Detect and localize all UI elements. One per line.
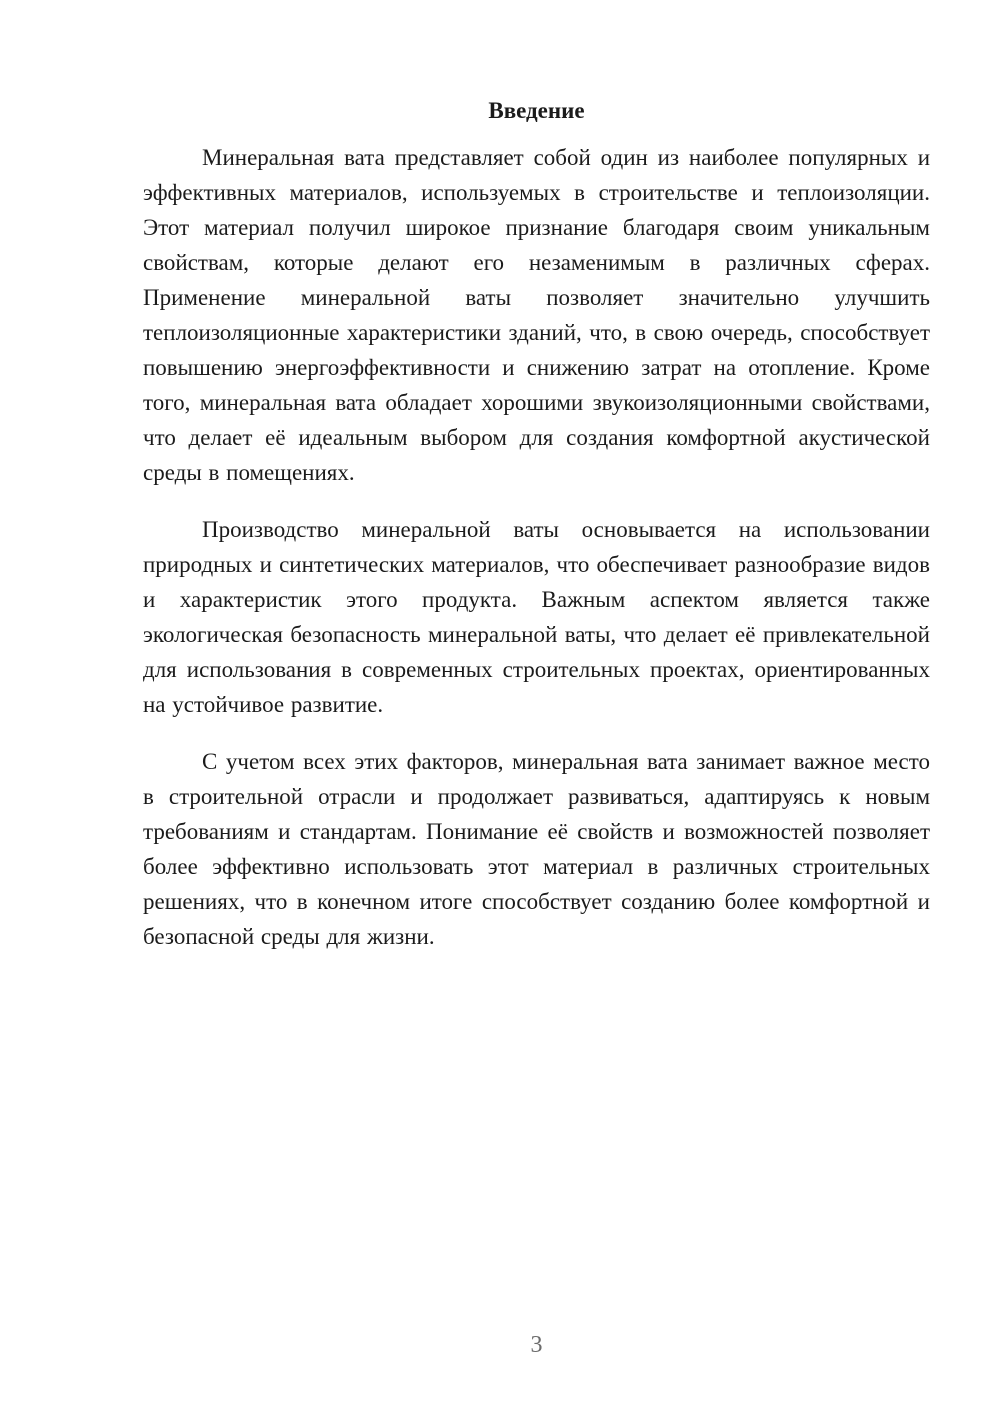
paragraph-intro-1: Минеральная вата представляет собой один из наиболее популярных и эффективных материалов, используемых в строительстве и теплоизоляции. Этот материал получил широкое признание благодаря своим уникальным свойствам, которые делают его незаменимым в различных сферах. Применение минеральной ваты позволяет значительно улучшить теплоизоляционные характеристики зданий, что, в свою очередь, способствует повышению энергоэффективности и снижению затрат на отопление. Кроме того, минеральная вата обладает хорошими звукоизоляционными свойствами, что делает её идеальным выбором для создания комфортной акустической среды в помещениях. bbox=[143, 145, 930, 485]
document-body bbox=[143, 140, 930, 954]
page-number: 3 bbox=[530, 1332, 543, 1358]
section-title: Введение bbox=[488, 98, 585, 123]
text-block bbox=[143, 93, 930, 954]
paragraph-intro-3: С учетом всех этих факторов, минеральная вата занимает важное место в строительной отрасли и продолжает развиваться, адаптируясь к новым требованиям и стандартам. Понимание её свойств и возможностей позволяет более эффективно использовать этот материал в различных строительных решениях, что в конечном итоге способствует созданию более комфортной и безопасной среды для жизни. bbox=[143, 749, 930, 949]
paragraph-intro-2: Производство минеральной ваты основывается на использовании природных и синтетических материалов, что обеспечивает разнообразие видов и характеристик этого продукта. Важным аспектом является также экологическая безопасность минеральной ваты, что делает её привлекательной для использования в современных строительных проектах, ориентированных на устойчивое развитие. bbox=[143, 517, 930, 717]
